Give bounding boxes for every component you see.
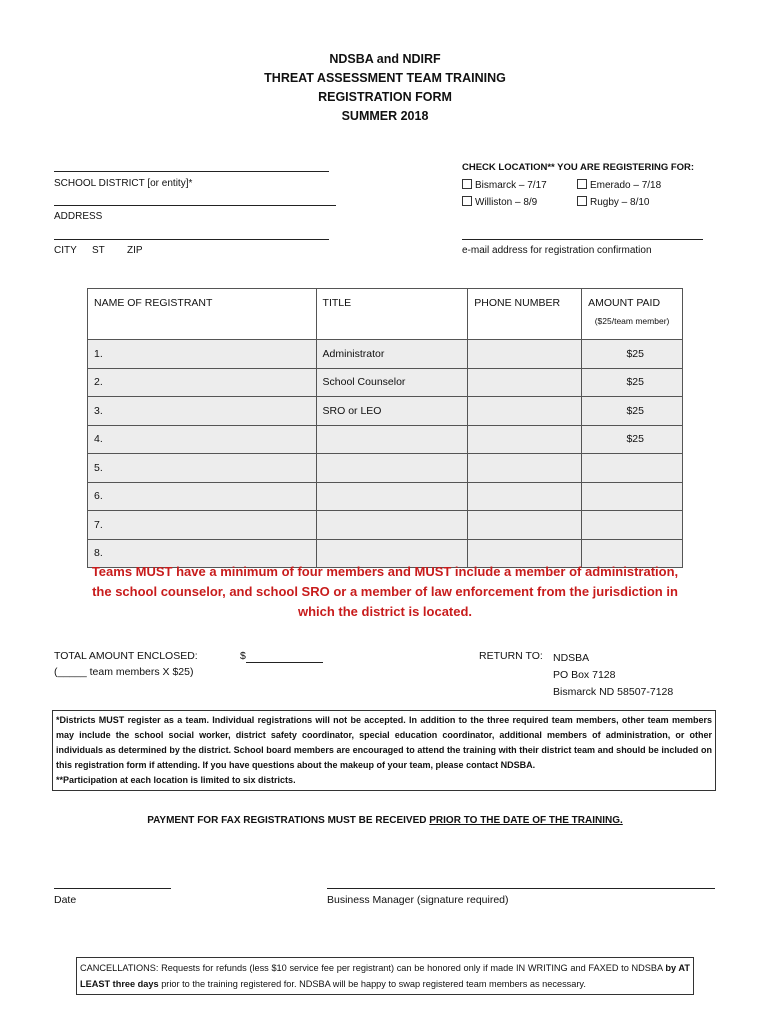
return-address-line-1: NDSBA [553, 652, 590, 664]
row-amount-cell[interactable]: $25 [582, 368, 683, 397]
title-line-4: SUMMER 2018 [341, 109, 429, 123]
row-amount-cell[interactable] [582, 511, 683, 540]
location-option-rugby[interactable] [577, 196, 650, 208]
row-title-cell[interactable]: SRO or LEO [316, 397, 468, 426]
signature-line[interactable] [327, 888, 715, 889]
row-name-cell[interactable]: 4. [88, 425, 317, 454]
row-title-cell[interactable] [316, 454, 468, 483]
row-amount-cell[interactable]: $25 [582, 340, 683, 369]
header-amount [582, 289, 683, 340]
warning-line-2: the school counselor, and school SRO or a member of law enforcement from the jurisdiction in [92, 584, 678, 599]
row-title-cell[interactable] [316, 511, 468, 540]
registration-notes-box [52, 710, 716, 791]
zip-label: ZIP [127, 245, 143, 256]
location-heading: CHECK LOCATION** YOU ARE REGISTERING FOR: [462, 162, 695, 173]
row-name-cell[interactable]: 5. [88, 454, 317, 483]
address-label: ADDRESS [54, 211, 103, 222]
payment-notice-deadline: PRIOR TO THE DATE OF THE TRAINING. [429, 815, 623, 826]
title-line-2: THREAT ASSESSMENT TEAM TRAINING [264, 71, 506, 85]
row-phone-cell[interactable] [468, 454, 582, 483]
row-phone-cell[interactable] [468, 368, 582, 397]
signature-label: Business Manager (signature required) [327, 894, 509, 906]
title-line-3: REGISTRATION FORM [318, 90, 452, 104]
row-amount-cell[interactable]: $25 [582, 397, 683, 426]
warning-line-3: which the district is located. [297, 604, 473, 619]
date-label: Date [54, 894, 77, 906]
table-row [88, 425, 683, 454]
row-name-cell[interactable]: 3. [88, 397, 317, 426]
table-row [88, 368, 683, 397]
location-label: Bismarck – 7/17 [475, 180, 547, 191]
location-label: Williston – 8/9 [475, 197, 538, 208]
header-amount-label: AMOUNT PAID [588, 297, 661, 309]
return-address-line-2: PO Box 7128 [553, 669, 616, 681]
title-line-1: NDSBA and NDIRF [329, 52, 441, 66]
return-to-label: RETURN TO: [479, 650, 543, 662]
row-phone-cell[interactable] [468, 425, 582, 454]
row-phone-cell[interactable] [468, 482, 582, 511]
row-name-cell[interactable]: 8. [88, 539, 317, 568]
checkbox-icon[interactable] [577, 196, 587, 206]
cancellation-policy-box [76, 957, 694, 995]
location-label: Rugby – 8/10 [590, 197, 650, 208]
checkbox-icon[interactable] [462, 179, 472, 189]
header-amount-sub: ($25/team member) [594, 316, 670, 326]
warning-line-1: Teams MUST have a minimum of four members and MUST include a member of administration, [91, 564, 679, 579]
row-name-cell[interactable]: 2. [88, 368, 317, 397]
location-option-williston[interactable] [462, 196, 537, 208]
date-line[interactable] [54, 888, 171, 889]
row-phone-cell[interactable] [468, 340, 582, 369]
return-address-line-3: Bismarck ND 58507-7128 [553, 686, 674, 698]
table-row [88, 454, 683, 483]
st-label: ST [92, 245, 105, 256]
notes-paragraph-2: **Participation at each location is limited to six districts. [56, 775, 296, 785]
dollar-sign: $ [240, 650, 246, 662]
form-title [0, 50, 770, 126]
row-amount-cell[interactable] [582, 454, 683, 483]
row-title-cell[interactable] [316, 425, 468, 454]
registrant-table [87, 288, 683, 568]
row-title-cell[interactable] [316, 482, 468, 511]
school-district-line[interactable] [54, 171, 329, 172]
row-name-cell[interactable]: 1. [88, 340, 317, 369]
table-row [88, 482, 683, 511]
location-option-bismarck[interactable] [462, 179, 547, 191]
table-row [88, 340, 683, 369]
payment-notice [0, 815, 770, 826]
row-title-cell[interactable]: School Counselor [316, 368, 468, 397]
cancellation-text-1: CANCELLATIONS: Requests for refunds (less $10 service fee per registrant) can be honored only if made IN WRITING and FAXED to NDSBA [80, 963, 666, 973]
email-line[interactable] [462, 239, 703, 240]
location-option-emerado[interactable] [577, 179, 661, 191]
row-name-cell[interactable]: 6. [88, 482, 317, 511]
location-label: Emerado – 7/18 [590, 180, 662, 191]
payment-notice-text: PAYMENT FOR FAX REGISTRATIONS MUST BE RECEIVED [147, 815, 430, 826]
row-phone-cell[interactable] [468, 397, 582, 426]
email-label: e-mail address for registration confirmation [462, 245, 652, 256]
checkbox-icon[interactable] [577, 179, 587, 189]
header-name: NAME OF REGISTRANT [88, 289, 317, 340]
checkbox-icon[interactable] [462, 196, 472, 206]
cancellation-text-2: prior to the training registered for. NDSBA will be happy to swap registered team members as necessary. [158, 979, 586, 989]
header-title: TITLE [316, 289, 468, 340]
cancellation-text-bold: by AT LEAST three days [80, 963, 690, 989]
table-header-row [88, 289, 683, 340]
total-amount-label: TOTAL AMOUNT ENCLOSED: [54, 650, 198, 662]
table-row [88, 511, 683, 540]
address-line[interactable] [54, 205, 336, 206]
header-phone: PHONE NUMBER [468, 289, 582, 340]
table-row [88, 397, 683, 426]
city-label: CITY [54, 245, 77, 256]
city-st-zip-line[interactable] [54, 239, 329, 240]
row-title-cell[interactable]: Administrator [316, 340, 468, 369]
school-district-label: SCHOOL DISTRICT [or entity]* [54, 178, 193, 189]
row-amount-cell[interactable]: $25 [582, 425, 683, 454]
team-requirement-warning [60, 562, 710, 622]
team-members-calc: (_____ team members X $25) [54, 666, 194, 678]
row-name-cell[interactable]: 7. [88, 511, 317, 540]
notes-paragraph-1: *Districts MUST register as a team. Individual registrations will not be accepted. In addition to the three required team members, other team members may include the school social worker, district safety coordinator, special education coordinator, additional members of administration, or other individuals as determined by the district. School board members are encouraged to attend the training with their district team and should be included on this registration form if attending. If you have questions about the makeup of your team, please contact NDSBA. [56, 715, 712, 770]
total-amount-line[interactable] [246, 662, 323, 663]
return-address [553, 650, 673, 701]
row-amount-cell[interactable] [582, 482, 683, 511]
row-phone-cell[interactable] [468, 511, 582, 540]
